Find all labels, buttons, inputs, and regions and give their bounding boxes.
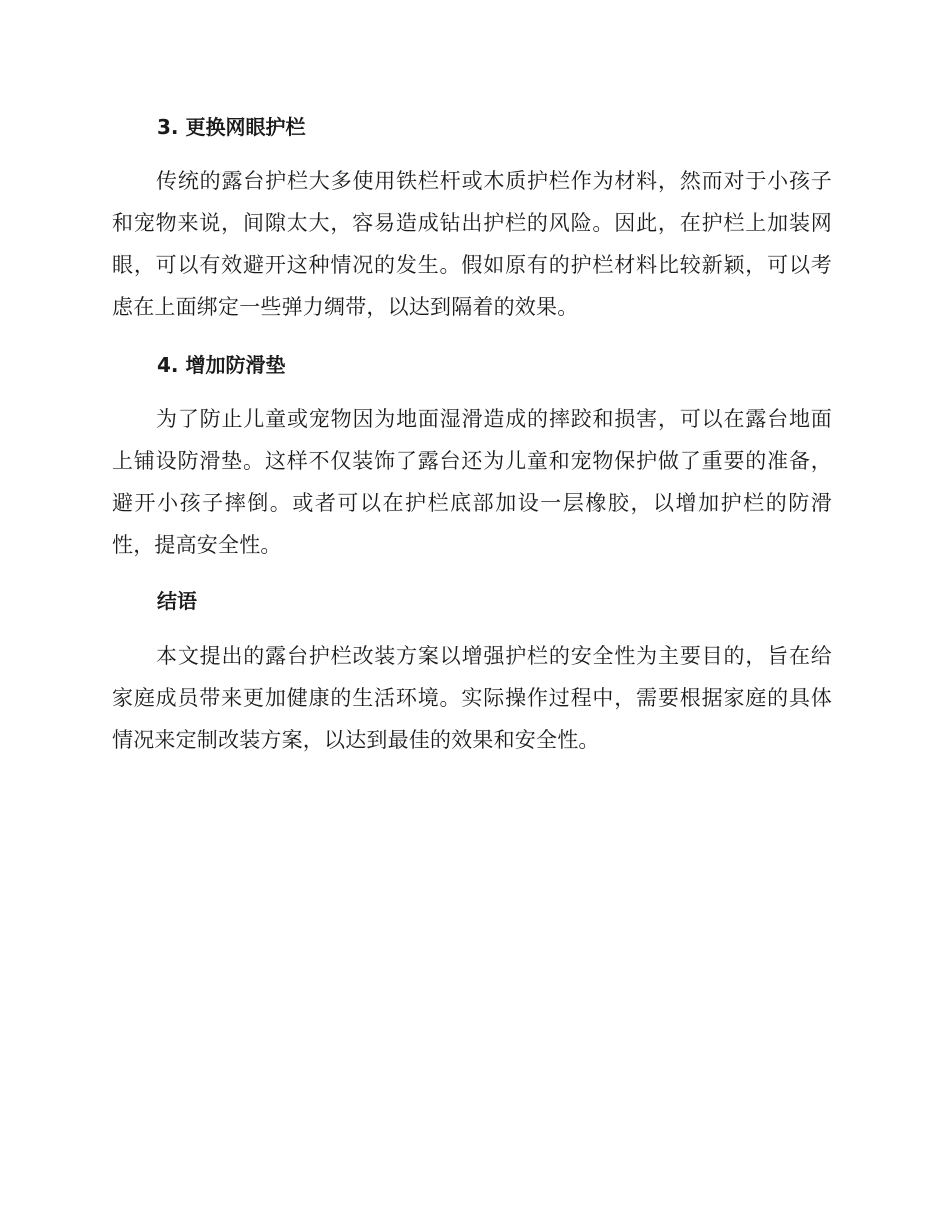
paragraph-anti-slip-mat: 为了防止儿童或宠物因为地面湿滑造成的摔跤和损害，可以在露台地面上铺设防滑垫。这样不仅装饰了露台还为儿童和宠物保护做了重要的准备，避开小孩子摔倒。或者可以在护栏底部加设一层橡胶，以增加护栏的防滑性，提高安全性。 (112, 407, 832, 557)
paragraph-replace-mesh-railing: 传统的露台护栏大多使用铁栏杆或木质护栏作为材料，然而对于小孩子和宠物来说，间隙太大，容易造成钻出护栏的风险。因此，在护栏上加装网眼，可以有效避开这种情况的发生。假如原有的护栏材料比较新颖，可以考虑在上面绑定一些弹力绸带，以达到隔着的效果。 (112, 169, 832, 319)
paragraph-conclusion: 本文提出的露台护栏改装方案以增强护栏的安全性为主要目的，旨在给家庭成员带来更加健康的生活环境。实际操作过程中，需要根据家庭的具体情况来定制改装方案，以达到最佳的效果和安全性。 (112, 644, 832, 752)
section-heading-conclusion: 结语 (157, 589, 197, 613)
section-heading-replace-mesh-railing: 3. 更换网眼护栏 (157, 115, 306, 139)
section-heading-anti-slip-mat: 4. 增加防滑垫 (157, 353, 286, 377)
section-body-replace-mesh-railing (112, 160, 832, 328)
section-body-conclusion (112, 635, 832, 761)
section-body-anti-slip-mat (112, 398, 832, 566)
